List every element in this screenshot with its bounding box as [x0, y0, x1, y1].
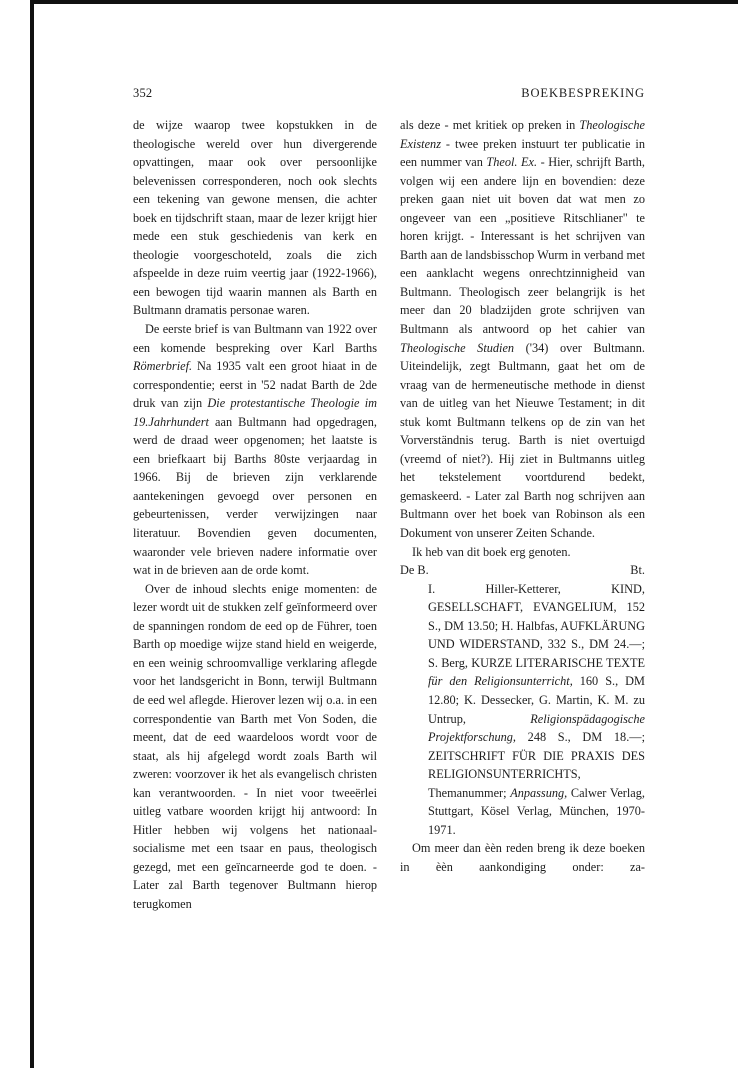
title-roemerbrief: Römerbrief. — [133, 359, 193, 374]
paragraph-content: Over de inhoud slechts enige momenten: de lezer wordt uit de stukken zelf geïnformeerd over de spanningen rondom de eed op de Führer, toen Barth op moedige wijze stand hield en weigerde, en een weinig schroomvallige verklaring aflegde voor het landsgericht in Bonn, terwijl Bultmann de eed wel aflegde. Hierover lezen wij o.a. in een correspondentie van Barth met Von Soden, die meent, dat de eed waardeloos wordt voor de staat, als hij afgelegd wordt zoals Barth wil zweren: voorzover ik het als evangelisch christen kan verantwoorden. - In niet voor tweeërlei uitleg vatbare woorden krijgt hij antwoord: In Hitler hebben wij volgens het nationaal-socialisme met een tsaar en paus, theologisch gezegd, met een geïncarneerde god te doen. - Later zal Barth tegenover Bultmann hierop terugkomen — [133, 581, 377, 911]
scan-edge-top — [34, 0, 738, 4]
title-theologische-studien: Theologische Studien — [400, 340, 515, 355]
book-review-reference: I. Hiller-Ketterer, KIND, GESELLSCHAFT, EVANGELIUM, 152 S., DM 13.50; H. Halbfas, AUFKLÄRUNG UND WIDERSTAND, 332 S., DM 24.—; S. Berg, KURZE LITERARISCHE TEXTE für den Religionsunterricht, 160 S., DM 12.80; K. Dessecker, G. Martin, K. M. zu Untrup, Religionspädagogische Projektforschung, 248 S., DM 18.—; ZEITSCHRIFT FÜR DIE PRAXIS DES RELIGIONSUNTERRICHTS, Themanummer; Anpassung, Calwer Verlag, Stuttgart, Kösel Verlag, München, 1970-1971. — [428, 581, 645, 837]
signature-reviewer: Bt. — [630, 563, 645, 578]
left-column — [133, 116, 377, 914]
paragraph-first-letter: De eerste brief is van Bultmann van 1922 over een komende bespreking over Karl Barths Römerbrief. Na 1935 valt een groot hiaat in de correspondentie; eerst in '52 nadat Barth de 2de druk van zijn Die protestantische Theologie im 19.Jahrhundert aan Bultmann had opgedragen, werd de draad weer opgenomen; het laatste is een briefkaart bij Barths 80ste verjaardag in 1966. Bij de brieven zijn verklarende aantekeningen gevoegd over personen en gebeurtenissen, verder verwijzingen naar literatuur. Bovendien geven documenten, waaronder vele brieven nadere informatie over wat in de brieven aan de orde komt. — [133, 322, 377, 578]
right-column — [400, 116, 645, 876]
title-protestantische-theologie: Die protestantische Theologie im 19.Jahrhundert — [133, 396, 377, 429]
paragraph-continued: als deze - met kritiek op preken in Theologische Existenz - twee preken instuurt ter publicatie in een nummer van Theol. Ex. - Hier, schrijft Barth, volgen wij een andere lijn en bovendien: deze preken gaan niet uit boven dat wat men zo ongeveer van een „positieve Ritschlianer" te horen krijgt. - Interessant is het schrijven van Barth aan de landsbisschop Wurm in verband met een aanklacht wegens onrechtzinnigheid van Bultmann. Theologisch zeer belangrijk is het meer dan 20 bladzijden grote schrijven van Bultmann als antwoord op het cahier van Theologische Studien ('34) over Bultmann. Uiteindelijk, zegt Bultmann, gaat het om de vraag van de hermeneutische methode in dienst van de uitleg van het Nieuwe Testament; in dit stuk komt Bultmann telkens op de zin van het Vorverständnis terug. Barth is niet overtuigd (vreemd of niet?). Hij ziet in Bultmanns uitleg het tekstelement voortdurend bedekt, gemaskeerd. - Later zal Barth nog schrijven aan Bultmann over het boek van Robinson als een Dokument von unserer Zeiten Schande. — [400, 118, 645, 541]
review-opening: Om meer dan èèn reden breng ik deze boeken in èèn aankondiging onder: za- — [400, 841, 645, 874]
signature-line — [400, 561, 645, 580]
title-theologische-existenz: Theologische Existenz — [400, 118, 645, 151]
page-header — [133, 86, 645, 104]
page-number: 352 — [133, 86, 153, 100]
paragraph-continued: de wijze waarop twee kopstukken in de theologische wereld over hun divergerende opvattingen, maar ook over persoonlijke belevenissen corresponderen, noch ook slechts een tekening van gewone mensen, die achter boek en tijdschrift staan, maar de lezer krijgt hier mede een stuk geschiedenis van kerk en theologie voorgeschoteld, zoals die zich afspeelde in deze ruim veertig jaar (1922-1966), een bewogen tijd waarin mannen als Barth en Bultmann dramatis personae waren. — [133, 118, 377, 318]
signature-reviewed: De B. — [400, 563, 429, 578]
scan-edge-left — [30, 0, 34, 1068]
closing-remark: Ik heb van dit boek erg genoten. — [412, 544, 571, 559]
running-title: BOEKBESPREKING — [521, 86, 645, 100]
title-theol-ex: Theol. Ex. — [486, 155, 538, 170]
